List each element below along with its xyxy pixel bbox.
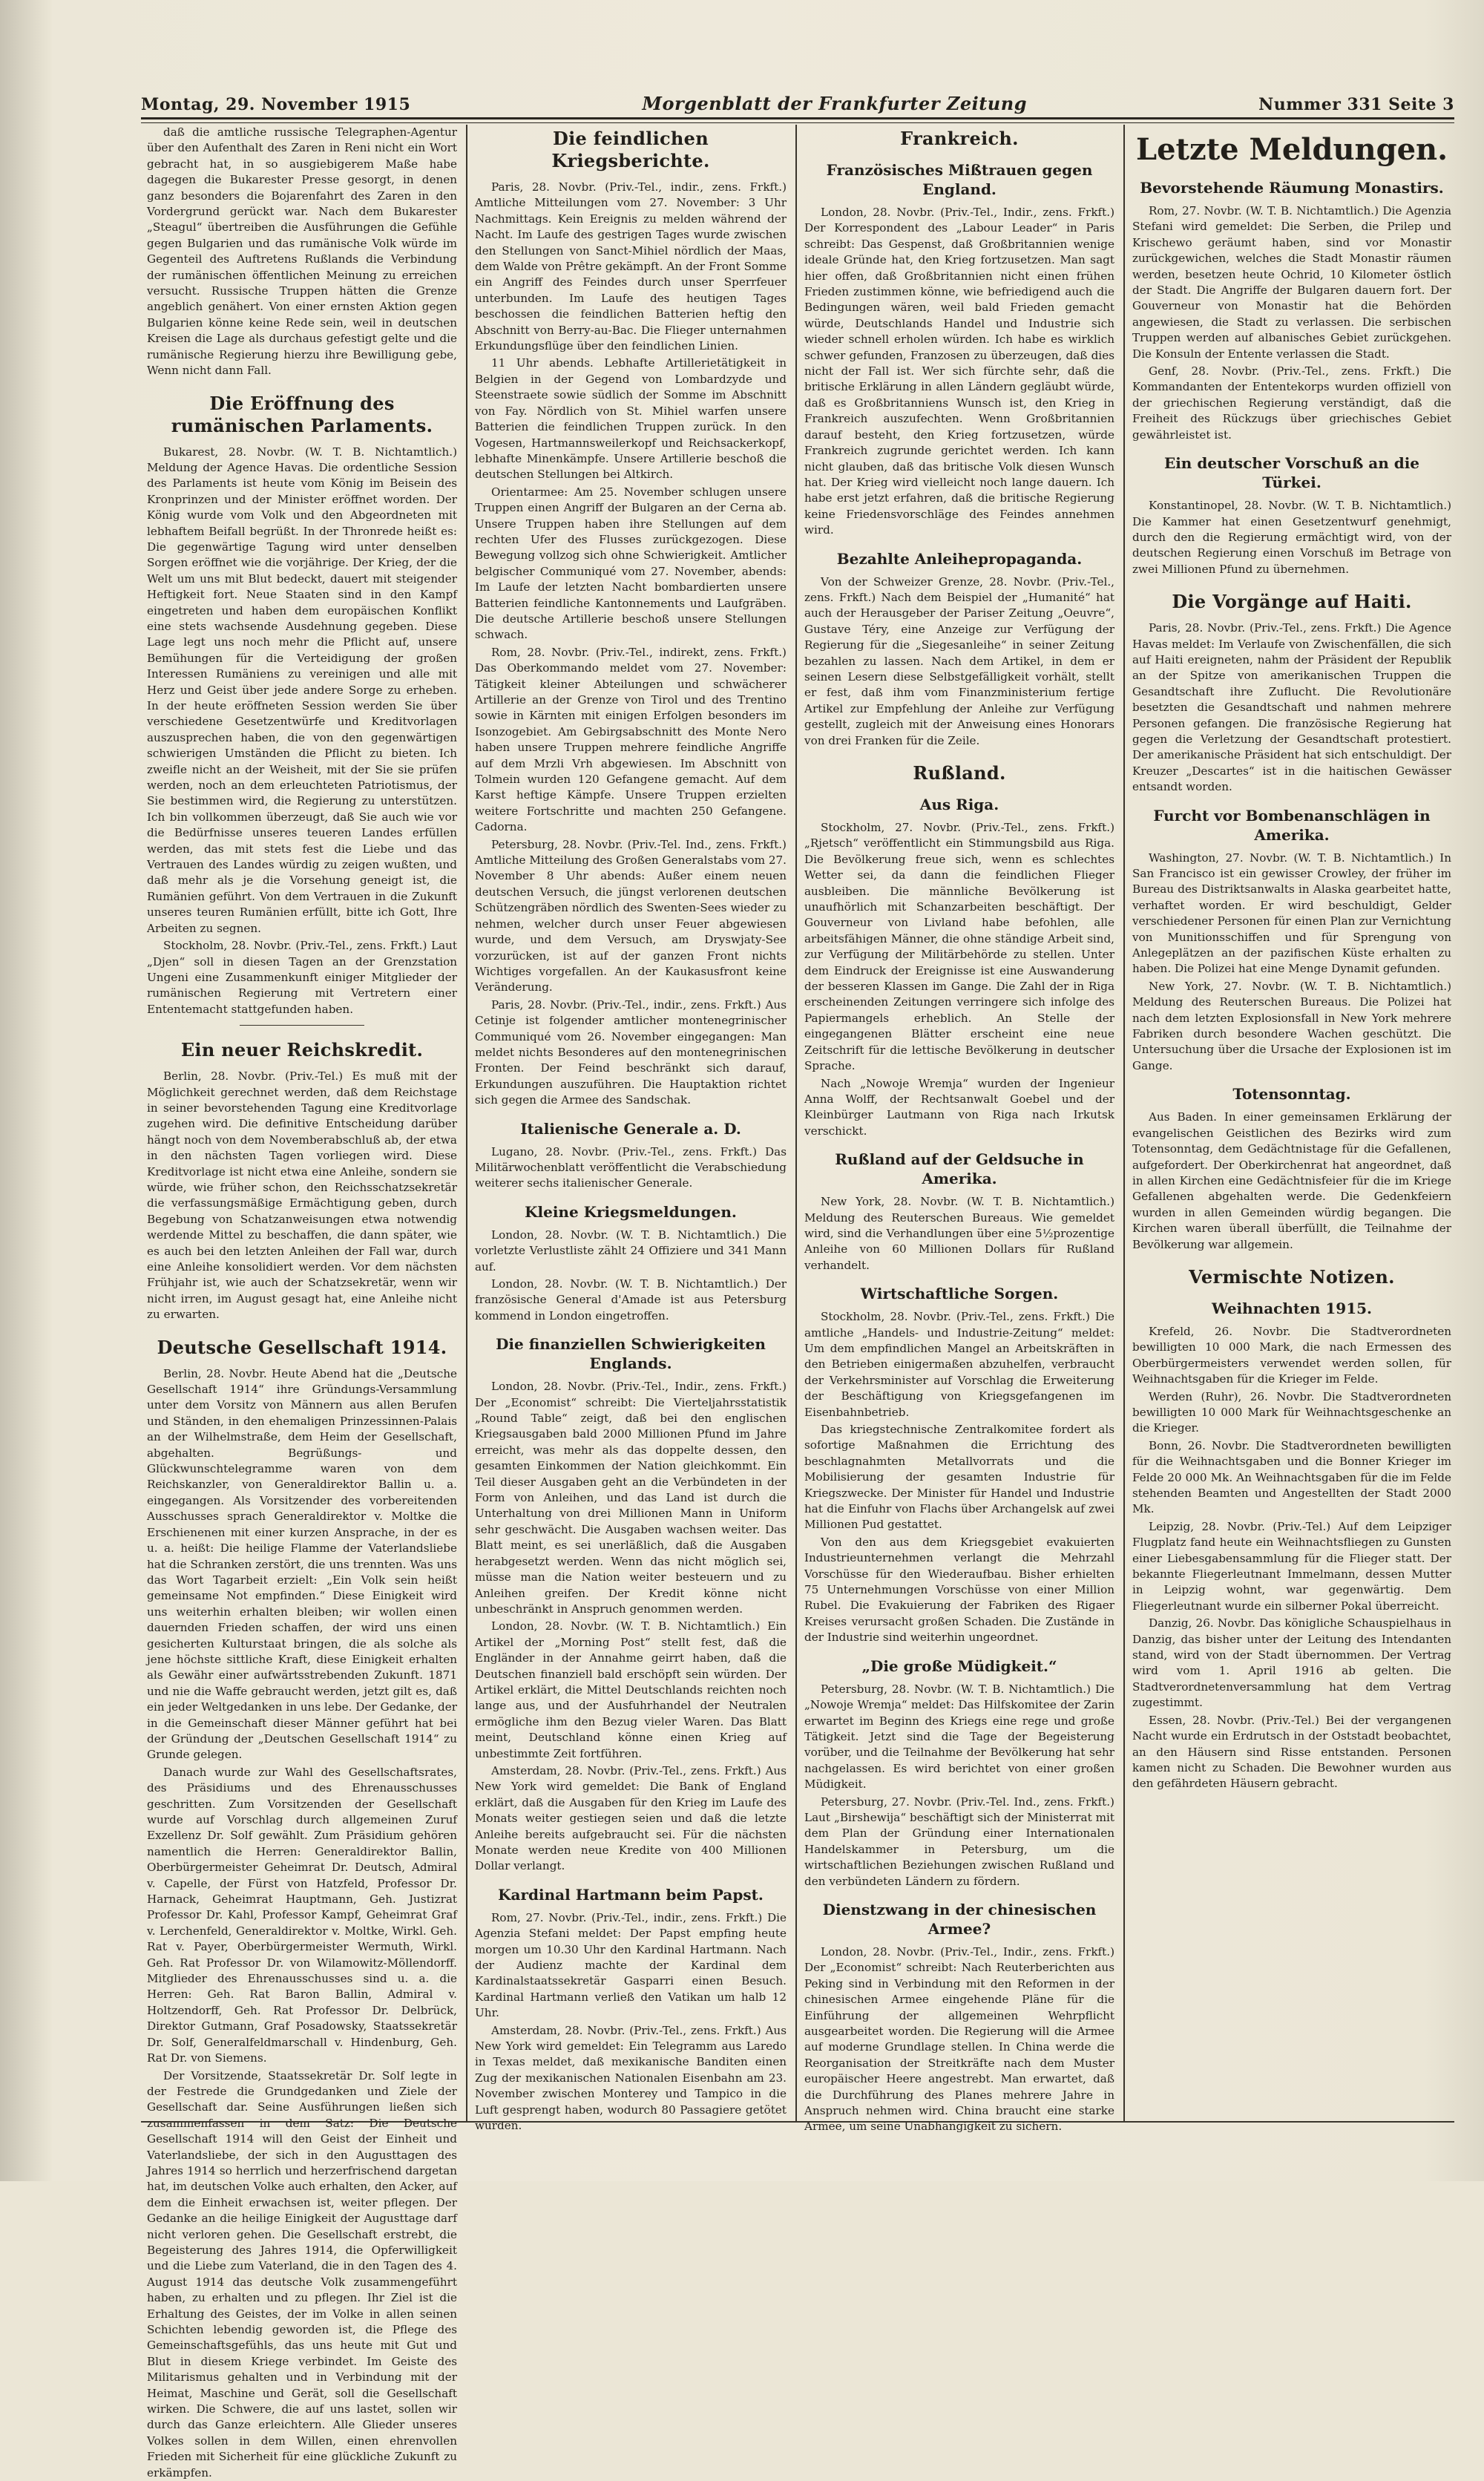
article-text: London, 28. Novbr. (Priv.-Tel., Indir., zens. Frkft.) Der „Economist“ schreibt: Die Vierteljahrsstatistik „Round Table“ zeigt, daß bei den englischen Kriegsausgaben bald 2000 Millionen Pfund im Jahre erreicht, was mehr als das doppelte dessen, den gesamten Einkommen der Nation gleichkommt. Ein Teil dieser Ausgaben geht an die Verbündeten in der Form von Anleihen, und das Land ist durch die Unterhaltung von drei Millionen Mann in Uniform sehr geschwächt. Die Ausgaben wachsen weiter. Das Blatt meint, es sei unerläßlich, daß die Ausgaben herabgesetzt werden. Wenn das nicht möglich sei, müsse man die Nation weiter besteuern und zu Anleihen greifen. Der Kredit könne nicht unbeschränkt in Anspruch genommen werden. xyxy=(475,1379,787,1617)
bottom-rule xyxy=(141,2121,1454,2123)
article-text: Petersburg, 28. Novbr. (W. T. B. Nichtamtlich.) Die „Nowoje Wremja“ meldet: Das Hilfskomitee der Zarin erwartet im Beginn des Kriegs eine rege und große Tätigkeit. Jetzt sind die Tage der Begeisterung vorüber, und die Teilnahme der Bevölkerung hat sehr nachgelassen. Es wird berichtet von einer großen Müdigkeit. xyxy=(804,1682,1114,1793)
article-text: Amsterdam, 28. Novbr. (Priv.-Tel., zens. Frkft.) Aus New York wird gemeldet: Die Bank of England erklärt, daß die Ausgaben für den Krieg im Laufe des Monats weiter gestiegen seien und daß die letzte Anleihe bereits aufgebraucht sei. Für die nächsten Monate werden neue Kredite von 400 Millionen Dollar verlangt. xyxy=(475,1763,787,1875)
article-text: Konstantinopel, 28. Novbr. (W. T. B. Nichtamtlich.) Die Kammer hat einen Gesetzentwurf genehmigt, durch den die Regierung ermächtigt wird, von der deutschen Regierung einen Vorschuß im Betrage von zwei Millionen Pfund zu übernehmen. xyxy=(1132,498,1451,577)
article-text: New York, 28. Novbr. (W. T. B. Nichtamtlich.) Meldung des Reuterschen Bureaus. Wie gemeldet wird, sind die Verhandlungen über eine 5½prozentige Anleihe von 60 Millionen Dollars für Rußland verhandelt. xyxy=(804,1194,1114,1274)
headline-finanzen: Die finanziellen Schwierigkeiten Englands. xyxy=(475,1334,787,1373)
headline-tuerkei: Ein deutscher Vorschuß an die Türkei. xyxy=(1132,453,1451,492)
article-text: daß die amtliche russische Telegraphen-Agentur über den Aufenthalt des Zaren in Reni nicht ein Wort gebracht hat, in so ausgiebigerem Maße habe dagegen die Bukarester Presse gesorgt, in denen ganz besonders die Bojarenfahrt des Zaren in den Vordergrund gerückt war. Nach dem Bukarester „Steagul“ übertreiben die Ausführungen die Gefühle gegen Bulgarien und das rumänische Volk würde im Gegenteil des Auftretens Rußlands die Verbindung der rumänischen öffentlichen Meinung zu erreichen versucht. Russische Truppen hätten die Grenze angeblich genähert. Von einer ernsten Aktion gegen Bulgarien könne keine Rede sein, weil in deutschen Kreisen die Lage als durchaus gefestigt gelte und die rumänische Regierung hierzu ihre Bewilligung gebe, Wenn nicht dann Fall. xyxy=(147,125,457,379)
article-text: Washington, 27. Novbr. (W. T. B. Nichtamtlich.) In San Francisco ist ein gewisser Crowley, der früher im Bureau des Distriktsanwalts in Alaska gearbeitet hatte, verhaftet worden. Er wird beschuldigt, Gelder verschiedener Personen für einen Plan zur Vernichtung von Munitionsschiffen und für Sprengung von Anlegeplätzen an der pazifischen Küste erhalten zu haben. Die Polizei hat eine Menge Dynamit gefunden. xyxy=(1132,851,1451,977)
headline-frankreich: Frankreich. xyxy=(804,128,1114,150)
headline-letzte-meldungen: Letzte Meldungen. xyxy=(1132,132,1451,168)
column-4 xyxy=(1132,125,1451,2121)
article-text: Essen, 28. Novbr. (Priv.-Tel.) Bei der vergangenen Nacht wurde ein Erdrutsch in der Oststadt beobachtet, an den Häusern sind Risse entstanden. Personen kamen nicht zu Schaden. Die Bewohner wurden aus den gefährdeten Häusern gebracht. xyxy=(1132,1713,1451,1792)
headline-kleine-meldungen: Kleine Kriegsmeldungen. xyxy=(475,1202,787,1222)
separator xyxy=(240,1025,364,1026)
article-text: Von der Schweizer Grenze, 28. Novbr. (Priv.-Tel., zens. Frkft.) Nach dem Beispiel der „Humanité“ hat auch der Herausgeber der Pariser Zeitung „Oeuvre“, Gustave Téry, eine Anzeige zur Verfügung der Regierung für die „Siegesanleihe“ in seiner Zeitung bezahlen zu lassen. Nach dem Artikel, in dem er seinen Lesern diese Selbstgefälligkeit vorhält, stellt er fest, daß ihm vom Finanzministerium fertige Artikel zur Empfehlung der Anleihe zur Verfügung gestellt, zugleich mit der Anweisung eines Honorars von drei Franken für die Zeile. xyxy=(804,574,1114,749)
column-rule xyxy=(1123,125,1125,2121)
article-text: Danach wurde zur Wahl des Gesellschaftsrates, des Präsidiums und des Ehrenausschusses geschritten. Zum Vorsitzenden der Gesellschaft wurde auf Vorschlag durch allgemeinen Zuruf Exzellenz Dr. Solf gewählt. Zum Präsidium gehören namentlich die Herren: Generaldirektor Ballin, Oberbürgermeister Geheimrat Dr. Deutsch, Admiral v. Capelle, der Fürst von Hatzfeld, Professor Dr. Harnack, Geheimrat Hauptmann, Geh. Justizrat Professor Dr. Kahl, Professor Kampf, Geheimrat Graf v. Lerchenfeld, Generaldirektor v. Moltke, Wirkl. Geh. Rat v. Payer, Oberbürgermeister Wermuth, Wirkl. Geh. Rat Professor Dr. von Wilamowitz-Möllendorff. Mitglieder des Ehrenausschusses sind u. a. die Herren: Geh. Rat Baron Ballin, Admiral v. Holtzendorff, Geh. Rat Professor Dr. Delbrück, Direktor Gutmann, Graf Posadowsky, Staatssekretär Dr. Solf, Generalfeldmarschall v. Hindenburg, Geh. Rat Dr. von Siemens. xyxy=(147,1765,457,2067)
column-2 xyxy=(475,125,787,2121)
headline-gesellschaft: Deutsche Gesellschaft 1914. xyxy=(147,1337,457,1359)
headline-vermischte: Vermischte Notizen. xyxy=(1132,1266,1451,1288)
article-text: Danzig, 26. Novbr. Das königliche Schauspielhaus in Danzig, das bisher unter der Leitung des Intendanten stand, wird von der Stadt übernommen. Der Vertrag wird vom 1. April 1916 ab gelten. Die Stadtverordnetenversammlung hat dem Vertrag zugestimmt. xyxy=(1132,1616,1451,1711)
headline-totensonntag: Totensonntag. xyxy=(1132,1084,1451,1104)
column-rule xyxy=(466,125,467,2121)
article-text: Berlin, 28. Novbr. Heute Abend hat die „Deutsche Gesellschaft 1914“ ihre Gründungs-Versammlung unter dem Vorsitz von Männern aus allen Berufen und Ständen, in den ehemaligen Prinzessinnen-Palais an der Wilhelmstraße, dem Heim der Gesellschaft, abgehalten. Begrüßungs- und Glückwunschtelegramme waren von dem Reichskanzler, von Generaldirektor Ballin u. a. eingegangen. Als Vorsitzender des vorbereitenden Ausschusses sprach Generaldirektor v. Moltke die Erschienenen mit einer kurzen Ansprache, in der es u. a. heißt: Die heilige Flamme der Vaterlandsliebe hat die Schranken zerstört, die uns trennten. Was uns das Wort Tagarbeit erzielt: „Ein Volk sein heißt gemeinsame Not empfinden.“ Diese Einigkeit wird uns weiterhin erhalten bleiben; wir wollen einen dauernden Frieden schaffen, der wird uns einen gesicherten Kulturstaat bringen, die als solche als jene höchste sittliche Kraft, diese Einigkeit erhalten als Gewähr einer aufwärtsstrebenden Zukunft. 1871 und nie die Waffe gebraucht werden, jetzt gilt es, daß ein jeder Weltgedanken in uns lebe. Der Gedanke, der in die Gemeinschaft dieser Männer geführt hat bei der Gründung der „Deutschen Gesellschaft 1914“ zu Grunde gelegen. xyxy=(147,1366,457,1763)
article-text: Petersburg, 27. Novbr. (Priv.-Tel. Ind., zens. Frkft.) Laut „Birshewija“ beschäftigt sich der Ministerrat mit dem Plan der Gründung einer Internationalen Handelskammer in Petersburg, um die wirtschaftlichen Beziehungen zwischen Rußland und den verbündeten Ländern zu fördern. xyxy=(804,1795,1114,1890)
headline-kriegsberichte: Die feindlichen Kriegsberichte. xyxy=(475,128,787,172)
article-text: Berlin, 28. Novbr. (Priv.-Tel.) Es muß mit der Möglichkeit gerechnet werden, daß dem Reichstage in seiner bevorstehenden Tagung eine Kreditvorlage zugehen wird. Die definitive Entscheidung darüber hängt noch von dem Novemberabschluß ab, der etwa in den nächsten Tagen vorliegen wird. Diese Kreditvorlage ist nicht etwa eine Anleihe, sondern sie würde, wie früher schon, den Reichsschatzsekretär die verfassungsmäßige Ermächtigung geben, durch Begebung von Schatzanweisungen etwa notwendig werdende Mittel zu beschaffen, die dann später, wie es auch bei den letzten Anleihen der Fall war, durch eine Anleihe konsolidiert werden. Vor dem nächsten Frühjahr ist, wie auch der Schatzsekretär, wenn wir nicht irren, im August gesagt hat, eine Anleihe nicht zu erwarten. xyxy=(147,1069,457,1323)
article-text: Stockholm, 27. Novbr. (Priv.-Tel., zens. Frkft.) „Rjetsch“ veröffentlicht ein Stimmungsbild aus Riga. Die Bevölkerung freue sich, wenn es schlechtes Wetter sei, da dann die feindlichen Flieger ausbleiben. Die männliche Bevölkerung ist unaufhörlich mit Schanzarbeiten beschäftigt. Der Gouverneur von Livland habe befohlen, alle arbeitsfähigen Männer, die ohne ständige Arbeit sind, zur Verfügung der Militärbehörde zu stellen. Unter dem Eindruck der Ereignisse ist eine Auswanderung der besseren Klassen im Gange. Die Zahl der in Riga erscheinenden Zeitungen verringere sich infolge des Papiermangels erheblich. An Stelle der eingegangenen Blätter erscheint eine neue Zeitschrift für die lettische Bevölkerung in deutscher Sprache. xyxy=(804,820,1114,1075)
article-text: London, 28. Novbr. (W. T. B. Nichtamtlich.) Der französische General d'Amade ist aus Petersburg kommend in London eingetroffen. xyxy=(475,1276,787,1324)
article-text: Das kriegstechnische Zentralkomitee fordert als sofortige Maßnahmen die Errichtung des beschlagnahmten Metallvorrats und die Mobilisierung der gesamten Industrie für Kriegszwecke. Der Minister für Handel und Industrie hat die Einfuhr von Flachs über Archangelsk auf zwei Millionen Pud gestattet. xyxy=(804,1422,1114,1533)
headline-anleihepropaganda: Bezahlte Anleihepropaganda. xyxy=(804,549,1114,568)
article-text: Paris, 28. Novbr. (Priv.-Tel., indir., zens. Frkft.) Aus Cetinje ist folgender amtlicher montenegrinischer Communiqué vom 26. November eingegangen: Man meldet nichts Besonderes auf den montenegrinischen Fronten. Der Feind beschränkt sich darauf, Erkundungen auszuführen. Die Hauptaktion richtet sich gegen die Armee des Sandschak. xyxy=(475,997,787,1109)
article-text: Paris, 28. Novbr. (Priv.-Tel., indir., zens. Frkft.) Amtliche Mitteilungen vom 27. November: 3 Uhr Nachmittags. Kein Ereignis zu melden während der Nacht. Im Laufe des gestrigen Tages wurde zwischen den Stellungen von Sanct-Mihiel nördlich der Maas, dem Walde von Prêtre gekämpft. An der Front Somme ein Angriff des Feindes durch unser Sperrfeuer unterbunden. Im Laufe des heutigen Tages beschossen die feindlichen Batterien heftig den Abschnitt von Berry-au-Bac. Die Flieger unternahmen Erkundungsflüge über den feindlichen Linien. xyxy=(475,180,787,354)
masthead-date: Montag, 29. November 1915 xyxy=(141,95,410,114)
article-text: Genf, 28. Novbr. (Priv.-Tel., zens. Frkft.) Die Kommandanten der Ententekorps wurden offiziell von der griechischen Regierung verständigt, daß die Freiheit des Rückzugs über griechisches Gebiet gewährleistet ist. xyxy=(1132,364,1451,443)
headline-misstrauen: Französisches Mißtrauen gegen England. xyxy=(804,160,1114,199)
article-text: Der Vorsitzende, Staatssekretär Dr. Solf legte in der Festrede die Grundgedanken und Ziele der Gesellschaft dar. Seine Ausführungen ließen sich zusammenfassen in dem Satz: Die Deutsche Gesellschaft 1914 will den Geist der Einheit und Vaterlandsliebe, der sich in den Augusttagen des Jahres 1914 so herrlich und herzerfrischend dargetan hat, im deutschen Volke auch erhalten, den Acker, auf dem die Einheit erwachsen ist, weiter pflegen. Der Gedanke an die heilige Einigkeit der Augusttage darf nicht verloren gehen. Die Gesellschaft erstrebt, die Begeisterung des Jahres 1914, die Opferwilligkeit und die Liebe zum Vaterland, die in den Tagen des 4. August 1914 das deutsche Volk zusammengeführt haben, zu erhalten und zu pflegen. Ihr Ziel ist die Erhaltung des Geistes, der im Volke in allen seinen Schichten lebendig geworden ist, die Pflege des Gemeinschaftsgefühls, das uns heute mit Gut und Blut in diesem Kriege verbindet. Im Geiste des Militarismus gehalten und in Verbindung mit der Heimat, Maschine und Gerät, soll die Gesellschaft wirken. Die Schwere, die auf uns lastet, sollen wir durch das Ganze erleichtern. Alle Glieder unseres Volkes sollen in dem Willen, einen ehrenvollen Frieden mit Sicherheit für eine glückliche Zukunft zu erkämpfen. xyxy=(147,2068,457,2481)
article-text: Bukarest, 28. Novbr. (W. T. B. Nichtamtlich.) Meldung der Agence Havas. Die ordentliche Session des Parlaments ist heute vom König im Beisein des Kronprinzen und der Minister eröffnet worden. Der König wurde vom Volk und den Abgeordneten mit lebhaftem Beifall begrüßt. In der Thronrede heißt es: Die gegenwärtige Tagung wird unter denselben Sorgen eröffnet wie die vorjährige. Der Krieg, der die Welt um uns mit Blut bedeckt, dauert mit steigender Heftigkeit fort. Neue Staaten sind in den Kampf eingetreten und haben dem europäischen Konflikt eine stets wachsende Ausdehnung gegeben. Diese Lage legt uns noch mehr die Pflicht auf, unsere Bemühungen für die Verteidigung der großen Interessen Rumäniens zu vereinigen und alle mit Herz und Geist über jede andere Sorge zu erheben. In der heute eröffneten Session werden Sie über verschiedene Gesetzentwürfe und Kreditvorlagen auszusprechen haben, die von den gegenwärtigen schwierigen Umständen die Pflicht zu bieten. Ich zweifle nicht an der Weisheit, mit der Sie sie prüfen werden, noch an dem erleuchteten Patriotismus, der Sie bestimmen wird, die Regierung zu unterstützen. Ich bin vollkommen überzeugt, daß Sie auch wie vor die Bedürfnisse unseres teueren Landes erfüllen werden, das mit stets fest die Liebe und das Vertrauen des Landes würdig zu zeigen wußten, und daß mehr als je die Vorsehung geneigt ist, die Rumänien geführt. Von dem Vertrauen in die Zukunft unseres teuren Rumänien erfüllt, bitte ich Gott, Ihre Arbeiten zu segnen. xyxy=(147,445,457,937)
article-text: Orientarmee: Am 25. November schlugen unsere Truppen einen Angriff der Bulgaren an der Cerna ab. Unsere Truppen haben ihre Stellungen auf dem rechten Ufer des Flusses zurückgezogen. Diese Bewegung vollzog sich ohne Schwierigkeit. Amtlicher belgischer Communiqué vom 27. November, abends: Im Laufe der letzten Nacht bombardierten unsere Batterien feindliche Kantonnements und Laufgräben. Die deutsche Artillerie beschoß unsere Stellungen schwach. xyxy=(475,485,787,643)
article-text: Bonn, 26. Novbr. Die Stadtverordneten bewilligten für die Weihnachtsgaben und die Bonner Krieger im Felde 20 000 Mk. An Weihnachtsgaben für die im Felde stehenden Beamten und Angestellten der Stadt 2000 Mk. xyxy=(1132,1438,1451,1518)
headline-weihnachten: Weihnachten 1915. xyxy=(1132,1299,1451,1318)
article-text: London, 28. Novbr. (W. T. B. Nichtamtlich.) Ein Artikel der „Morning Post“ stellt fest, daß die Engländer in der Annahme geirrt haben, daß die Deutschen finanziell bald erschöpft sein würden. Der Artikel erklärt, die Mittel Deutschlands reichten noch lange aus, und der Ausfuhrhandel der Neutralen ermögliche ihm den Bezug vieler Waren. Das Blatt meint, Deutschland könne einen Krieg auf unbestimmte Zeit fortführen. xyxy=(475,1619,787,1762)
article-text: Rom, 27. Novbr. (Priv.-Tel., indir., zens. Frkft.) Die Agenzia Stefani meldet: Der Papst empfing heute morgen um 10.30 Uhr den Kardinal Hartmann. Nach der Audienz machte der Kardinal dem Kardinalstaatssekretär Gasparri einen Besuch. Kardinal Hartmann verließ den Vatikan um halb 12 Uhr. xyxy=(475,1910,787,2022)
headline-russland: Rußland. xyxy=(804,762,1114,784)
headline-china: Dienstzwang in der chinesischen Armee? xyxy=(804,1900,1114,1938)
article-text: Rom, 27. Novbr. (W. T. B. Nichtamtlich.) Die Agenzia Stefani wird gemeldet: Die Serben, die Prilep und Krischewo geräumt haben, sind vor Monastir zurückgewichen, welches die Stadt Monastir räumen werden, besetzen heute Ochrid, 10 Kilometer östlich der Stadt. Die Angriffe der Bulgaren dauern fort. Der Gouverneur von Monastir hat die Behörden angewiesen, die Stadt zu verlassen. Die serbischen Truppen werden auf albanisches Gebiet zurückgehen. Die Konsuln der Entente verlassen die Stadt. xyxy=(1132,203,1451,362)
article-text: Werden (Ruhr), 26. Novbr. Die Stadtverordneten bewilligten 10 000 Mark für Weihnachtsgeschenke an die Krieger. xyxy=(1132,1389,1451,1437)
headline-geldsuche: Rußland auf der Geldsuche in Amerika. xyxy=(804,1150,1114,1188)
article-text: Nach „Nowoje Wremja“ wurden der Ingenieur Anna Wolff, der Rechtsanwalt Goebel und der Kleinbürger Lautmann von Riga nach Irkutsk verschickt. xyxy=(804,1076,1114,1140)
article-text: Amsterdam, 28. Novbr. (Priv.-Tel., zens. Frkft.) Aus New York wird gemeldet: Ein Telegramm aus Laredo in Texas meldet, daß mexikanische Banditen einen Zug der mexikanischen Nationalen Eisenbahn am 23. November zwischen Monterey und Tampico in die Luft gesprengt haben, wodurch 80 Passagiere getötet wurden. xyxy=(475,2023,787,2134)
article-text: Petersburg, 28. Novbr. (Priv.-Tel. Ind., zens. Frkft.) Amtliche Mitteilung des Großen Generalstabs vom 27. November 8 Uhr abends: Außer einem neuen deutschen Versuch, die jüngst verlorenen deutschen Schützengräben nördlich des Swenten-Sees wieder zu nehmen, welcher durch unser Feuer abgewiesen wurde, und dem Versuch, am Dryswjaty-See vorzurücken, ist auf der ganzen Front nichts Wichtiges vorgefallen. An der Kaukasusfront keine Veränderung. xyxy=(475,837,787,996)
masthead xyxy=(141,83,1454,114)
article-text: Aus Baden. In einer gemeinsamen Erklärung der evangelischen Geistlichen des Bezirks wird zum Totensonntag, dem Gedächtnistage für die Gefallenen, aufgefordert. Der Oberkirchenrat hat angeordnet, daß in allen Kirchen eine Gedächtnisfeier für die im Kriege Gefallenen abgehalten werde. Die Gedenkfeiern wurden in allen Gemeinden würdig begangen. Die Kirchen waren überall überfüllt, die Teilnahme der Bevölkerung war allgemein. xyxy=(1132,1110,1451,1253)
article-text: Krefeld, 26. Novbr. Die Stadtverordneten bewilligten 10 000 Mark, die nach Ermessen des Oberbürgermeisters verwendet werden sollen, für Weihnachtsgaben für die Krieger im Felde. xyxy=(1132,1324,1451,1388)
headline-bomben: Furcht vor Bombenanschlägen in Amerika. xyxy=(1132,806,1451,845)
masthead-rule xyxy=(141,117,1454,123)
article-text: Paris, 28. Novbr. (Priv.-Tel., zens. Frkft.) Die Agence Havas meldet: Im Verlaufe von Zwischenfällen, die sich auf Haiti ereigneten, nahm der Präsident der Republik an der Spitze von amerikanischen Truppen die Gesandtschaft ihre Zuflucht. Die Revolutionäre besetzten die Gesandtschaft und nahmen mehrere Personen gefangen. Die französische Regierung hat gegen die Verletzung der Gesandtschaft protestiert. Der amerikanische Präsident hat sich entschuldigt. Der Kreuzer „Descartes“ ist in die haitischen Gewässer entsandt worden. xyxy=(1132,620,1451,795)
article-text: Lugano, 28. Novbr. (Priv.-Tel., zens. Frkft.) Das Militärwochenblatt veröffentlicht die Verabschiedung weiterer sechs italienischer Generale. xyxy=(475,1144,787,1192)
article-text: Leipzig, 28. Novbr. (Priv.-Tel.) Auf dem Leipziger Flugplatz fand heute ein Weihnachtsfliegen zu Gunsten einer Liebesgabensammlung für die Flieger statt. Der bekannte Fliegerleutnant Immelmann, dessen Mutter in Leipzig wohnt, war gegenwärtig. Dem Fliegerleutnant wurde ein silberner Pokal überreicht. xyxy=(1132,1519,1451,1614)
article-text: 11 Uhr abends. Lebhafte Artillerietätigkeit in Belgien in der Gegend von Lombardzyde und Steenstraete sowie südlich der Somme im Abschnitt von Fay. Nördlich von St. Mihiel warfen unsere Batterien die feindlichen Truppen zurück. In den Vogesen, Hartmannsweilerkopf und Reichsackerkopf, lebhafte Minenkämpfe. Unsere Artillerie beschoß die deutschen Stellungen bei Altkirch. xyxy=(475,355,787,482)
column-rule xyxy=(795,125,797,2121)
column-3 xyxy=(804,125,1114,2121)
headline-kardinal: Kardinal Hartmann beim Papst. xyxy=(475,1885,787,1904)
headline-parlament: Die Eröffnung des rumänischen Parlaments. xyxy=(147,393,457,437)
masthead-number: Nummer 331 Seite 3 xyxy=(1258,95,1454,114)
article-text: Stockholm, 28. Novbr. (Priv.-Tel., zens. Frkft.) Die amtliche „Handels- und Industrie-Zeitung“ meldet: Um dem empfindlichen Mangel an Arbeitskräften in den Betrieben einigermaßen abzuhelfen, verbraucht der Verkehrsminister auf Vorschlag die Erweiterung der Beschäftigung von Kriegsgefangenen im Eisenbahnbetrieb. xyxy=(804,1309,1114,1420)
headline-muedigkeit: „Die große Müdigkeit.“ xyxy=(804,1656,1114,1676)
article-text: New York, 27. Novbr. (W. T. B. Nichtamtlich.) Meldung des Reuterschen Bureaus. Die Polizei hat nach dem letzten Explosionsfall in New York mehrere Fabriken durch besondere Wachen geschützt. Die Untersuchung über die Ursache der Explosionen ist im Gange. xyxy=(1132,979,1451,1074)
article-text: London, 28. Novbr. (W. T. B. Nichtamtlich.) Die vorletzte Verlustliste zählt 24 Offiziere und 341 Mann auf. xyxy=(475,1228,787,1275)
headline-riga: Aus Riga. xyxy=(804,795,1114,814)
headline-monastir: Bevorstehende Räumung Monastirs. xyxy=(1132,178,1451,197)
article-text: London, 28. Novbr. (Priv.-Tel., Indir., zens. Frkft.) Der Korrespondent des „Labour Leader“ in Paris schreibt: Das Gespenst, daß Großbritannien wenige ideale Gründe hat, den Krieg fortzusetzen. Man sagt hier offen, daß Großbritannien nicht einen frühen Frieden zustimmen könne, wie befriedigend auch die Bedingungen wären, weil bald Frieden gemacht würde, Deutschlands Handel und Industrie sich wieder schnell erholen würden. Ich habe es wirklich schwer gefunden, Franzosen zu überzeugen, daß dies nicht der Fall ist. Wer sich fürchte sehr, daß die britische Erklärung in allen Ländern gegläubt würde, daß es Großbritanniens Wunsch ist, den Krieg in Frankreich auszufechten. Wenn Großbritannien darauf besteht, den Krieg fortzusetzen, würde Frankreich zugrunde gerichtet werden. Ich kann nicht glauben, daß das britische Volk diesen Wunsch hat. Der Krieg wird vielleicht noch lange dauern. Ich habe erst jetzt erfahren, daß die britische Regierung keine Friedensvorschläge des Feindes annehmen wird. xyxy=(804,205,1114,539)
article-text: Stockholm, 28. Novbr. (Priv.-Tel., zens. Frkft.) Laut „Djen“ soll in diesen Tagen an der Grenzstation Ungeni eine Zusammenkunft einiger Mitglieder der rumänischen Regierung mit Vertretern einer Ententemacht stattgefunden haben. xyxy=(147,938,457,1017)
headline-reichskredit: Ein neuer Reichskredit. xyxy=(147,1039,457,1061)
article-text: Rom, 28. Novbr. (Priv.-Tel., indirekt, zens. Frkft.) Das Oberkommando meldet vom 27. November: Tätigkeit kleiner Abteilungen und schwächerer Artillerie an der Grenze von Tirol und des Trentino sowie in Kärnten mit einigen Erfolgen besonders im Isonzogebiet. Am Gebirgsabschnitt des Monte Nero haben unsere Truppen mehrere feindliche Angriffe auf dem Mrzli Vrh abgewiesen. Im Abschnitt von Tolmein wurden 120 Gefangene gemacht. Auf dem Karst heftige Kämpfe. Unsere Truppen erzielten weitere Fortschritte und machten 250 Gefangene. Cadorna. xyxy=(475,645,787,836)
column-1 xyxy=(147,125,457,2121)
binding-shadow xyxy=(0,0,52,2181)
article-text: Von den aus dem Kriegsgebiet evakuierten Industrieunternehmen verlangt die Mehrzahl Vorschüsse für den Wiederaufbau. Bisher erhielten 75 Unternehmungen Vorschüsse von einer Million Rubel. Die Evakuierung der Fabriken des Rigaer Kreises verursacht großen Schaden. Die Zustände in der Industrie sind weiterhin ungeordnet. xyxy=(804,1535,1114,1646)
headline-wirtschaft: Wirtschaftliche Sorgen. xyxy=(804,1284,1114,1303)
headline-haiti: Die Vorgänge auf Haiti. xyxy=(1132,591,1451,613)
headline-generale: Italienische Generale a. D. xyxy=(475,1119,787,1138)
masthead-paper: Morgenblatt der Frankfurter Zeitung xyxy=(642,93,1027,114)
article-text: London, 28. Novbr. (Priv.-Tel., Indir., zens. Frkft.) Der „Economist“ schreibt: Nach Reuterberichten aus Peking sind in Verbindung mit den Reformen in der chinesischen Armee eingehende Pläne für die Einführung der allgemeinen Wehrpflicht ausgearbeitet worden. Die Regierung will die Armee auf moderne Grundlage stellen. In China werde die Reorganisation der Streitkräfte nach dem Muster europäischer Heere angestrebt. Man erwartet, daß die Durchführung des Planes mehrere Jahre in Anspruch nehmen wird. China braucht eine starke Armee, um seine Unabhängigkeit zu sichern. xyxy=(804,1944,1114,2135)
